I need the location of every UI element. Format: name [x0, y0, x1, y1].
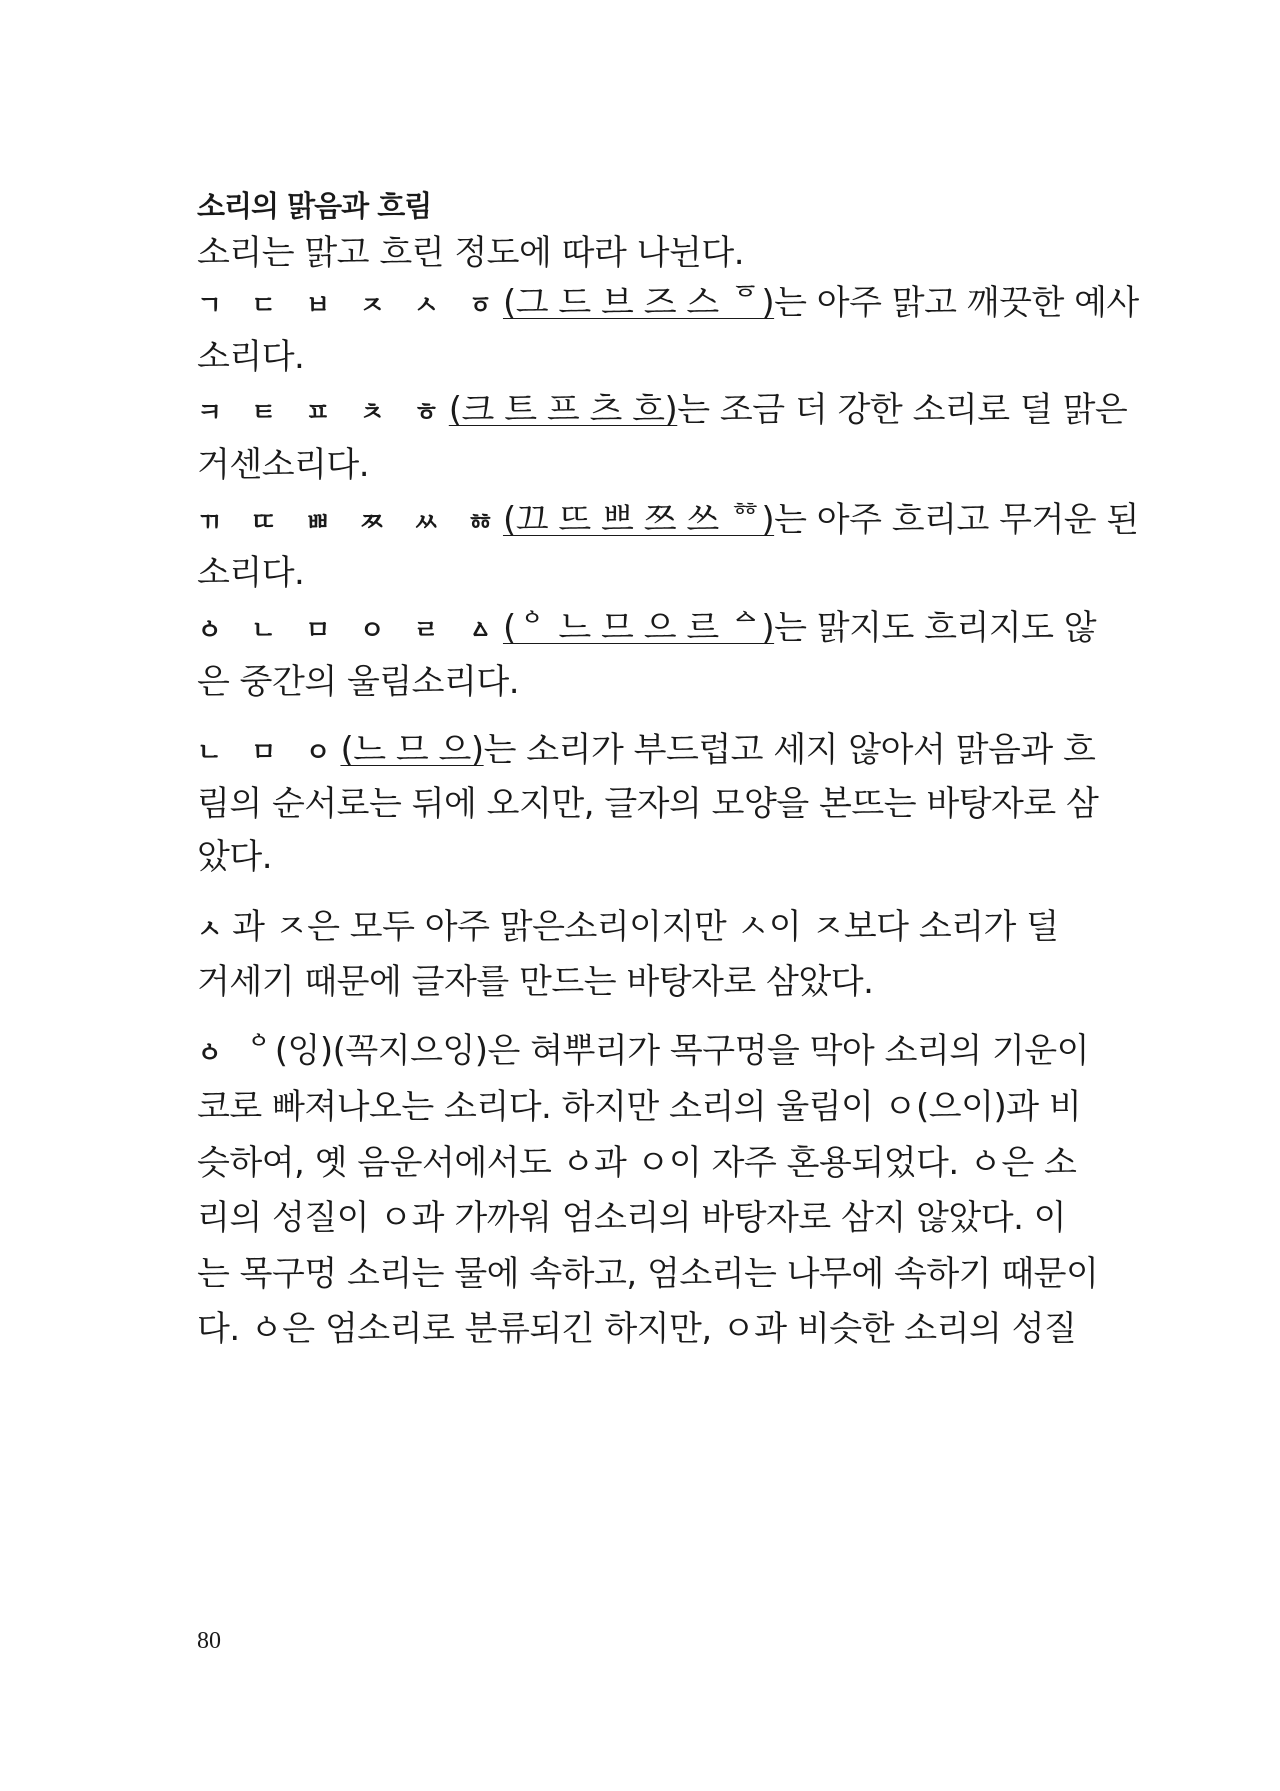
body-line-2 — [197, 283, 1139, 326]
body-line-1 — [197, 233, 744, 273]
line-text: 는 조금 더 강한 소리로 덜 맑은 — [677, 390, 1128, 430]
line-text: 는 아주 맑고 깨끗한 예사 — [774, 283, 1139, 323]
body-line-13 — [197, 907, 1059, 950]
body-line-10 — [197, 730, 1095, 773]
body-line-16 — [197, 1087, 1081, 1127]
line-text: 은 중간의 울림소리다. — [197, 662, 520, 702]
line-text: 는 목구멍 소리는 물에 속하고, 엄소리는 나무에 속하기 때문이 — [197, 1254, 1099, 1294]
page-number: 80 — [197, 1628, 221, 1654]
pronunciation: (느 므 으) — [340, 730, 484, 770]
line-text: 소리는 맑고 흐린 정도에 따라 나뉜다. — [197, 233, 745, 273]
line-text: 코로 빠져나오는 소리다. 하지만 소리의 울림이 ㅇ(으이)과 비 — [197, 1087, 1082, 1127]
line-text: 는 소리가 부드럽고 세지 않아서 맑음과 흐 — [483, 730, 1096, 770]
line-text: 과 ㅈ은 모두 아주 맑은소리이지만 ㅅ이 ㅈ보다 소리가 덜 — [232, 907, 1059, 947]
line-text: 소리다. — [197, 553, 305, 593]
pronunciation: (크 트 프 츠 흐) — [448, 390, 678, 430]
body-line-5 — [197, 445, 369, 485]
body-line-8 — [197, 608, 1096, 651]
line-text: 는 아주 흐리고 무거운 된 — [774, 500, 1139, 540]
jamo-sequence: ㆁ ㄴ ㅁ ㅇ ㄹ ㅿ — [197, 616, 503, 646]
line-text: 거센소리다. — [197, 445, 370, 485]
line-text: 림의 순서로는 뒤에 오지만, 글자의 모양을 본뜨는 바탕자로 삼 — [197, 784, 1099, 824]
jamo-sequence: ㄲ ㄸ ㅃ ㅉ ㅆ ㆅ — [197, 508, 503, 538]
jamo-sequence: ㆁ — [197, 1039, 233, 1069]
body-line-12 — [197, 837, 272, 877]
body-line-20 — [197, 1309, 1076, 1349]
body-line-17 — [197, 1143, 1076, 1183]
line-text: 다. ㆁ은 엄소리로 분류되긴 하지만, ㅇ과 비슷한 소리의 성질 — [197, 1309, 1077, 1349]
section-title: 소리의 맑음과 흐림 — [197, 189, 432, 223]
jamo-sequence: ㄴ ㅁ ㅇ — [197, 738, 341, 768]
body-line-3 — [197, 337, 304, 377]
line-text: 거세기 때문에 글자를 만드는 바탕자로 삼았다. — [197, 962, 874, 1002]
body-line-11 — [197, 784, 1098, 824]
jamo-sequence: ㅋ ㅌ ㅍ ㅊ ㅎ — [197, 398, 449, 428]
pronunciation: (ᅌ 느 므 으 르 ᅀ) — [502, 608, 775, 648]
body-line-7 — [197, 553, 304, 593]
line-text: ᅌ(잉)(꼭지으잉)은 혀뿌리가 목구멍을 막아 소리의 기운이 — [232, 1031, 1089, 1071]
body-line-6 — [197, 500, 1139, 543]
line-text: 소리다. — [197, 337, 305, 377]
jamo-sequence: ㅅ — [197, 915, 233, 945]
body-line-4 — [197, 390, 1127, 433]
pronunciation: (그 드 브 즈 스 ᅙ) — [502, 283, 775, 323]
line-text: 았다. — [197, 837, 272, 877]
line-text: 슷하여, 옛 음운서에서도 ㆁ과 ㅇ이 자주 혼용되었다. ㆁ은 소 — [197, 1143, 1077, 1183]
body-line-19 — [197, 1254, 1098, 1294]
line-text: 리의 성질이 ㅇ과 가까워 엄소리의 바탕자로 삼지 않았다. 이 — [197, 1198, 1067, 1238]
body-line-9 — [197, 662, 519, 702]
line-text: 는 맑지도 흐리지도 않 — [774, 608, 1097, 648]
body-line-18 — [197, 1198, 1066, 1238]
body-line-14 — [197, 962, 873, 1002]
jamo-sequence: ㄱ ㄷ ㅂ ㅈ ㅅ ㆆ — [197, 291, 503, 321]
pronunciation: (끄 뜨 쁘 쯔 쓰 ᅘ) — [502, 500, 775, 540]
body-line-15 — [197, 1031, 1089, 1074]
